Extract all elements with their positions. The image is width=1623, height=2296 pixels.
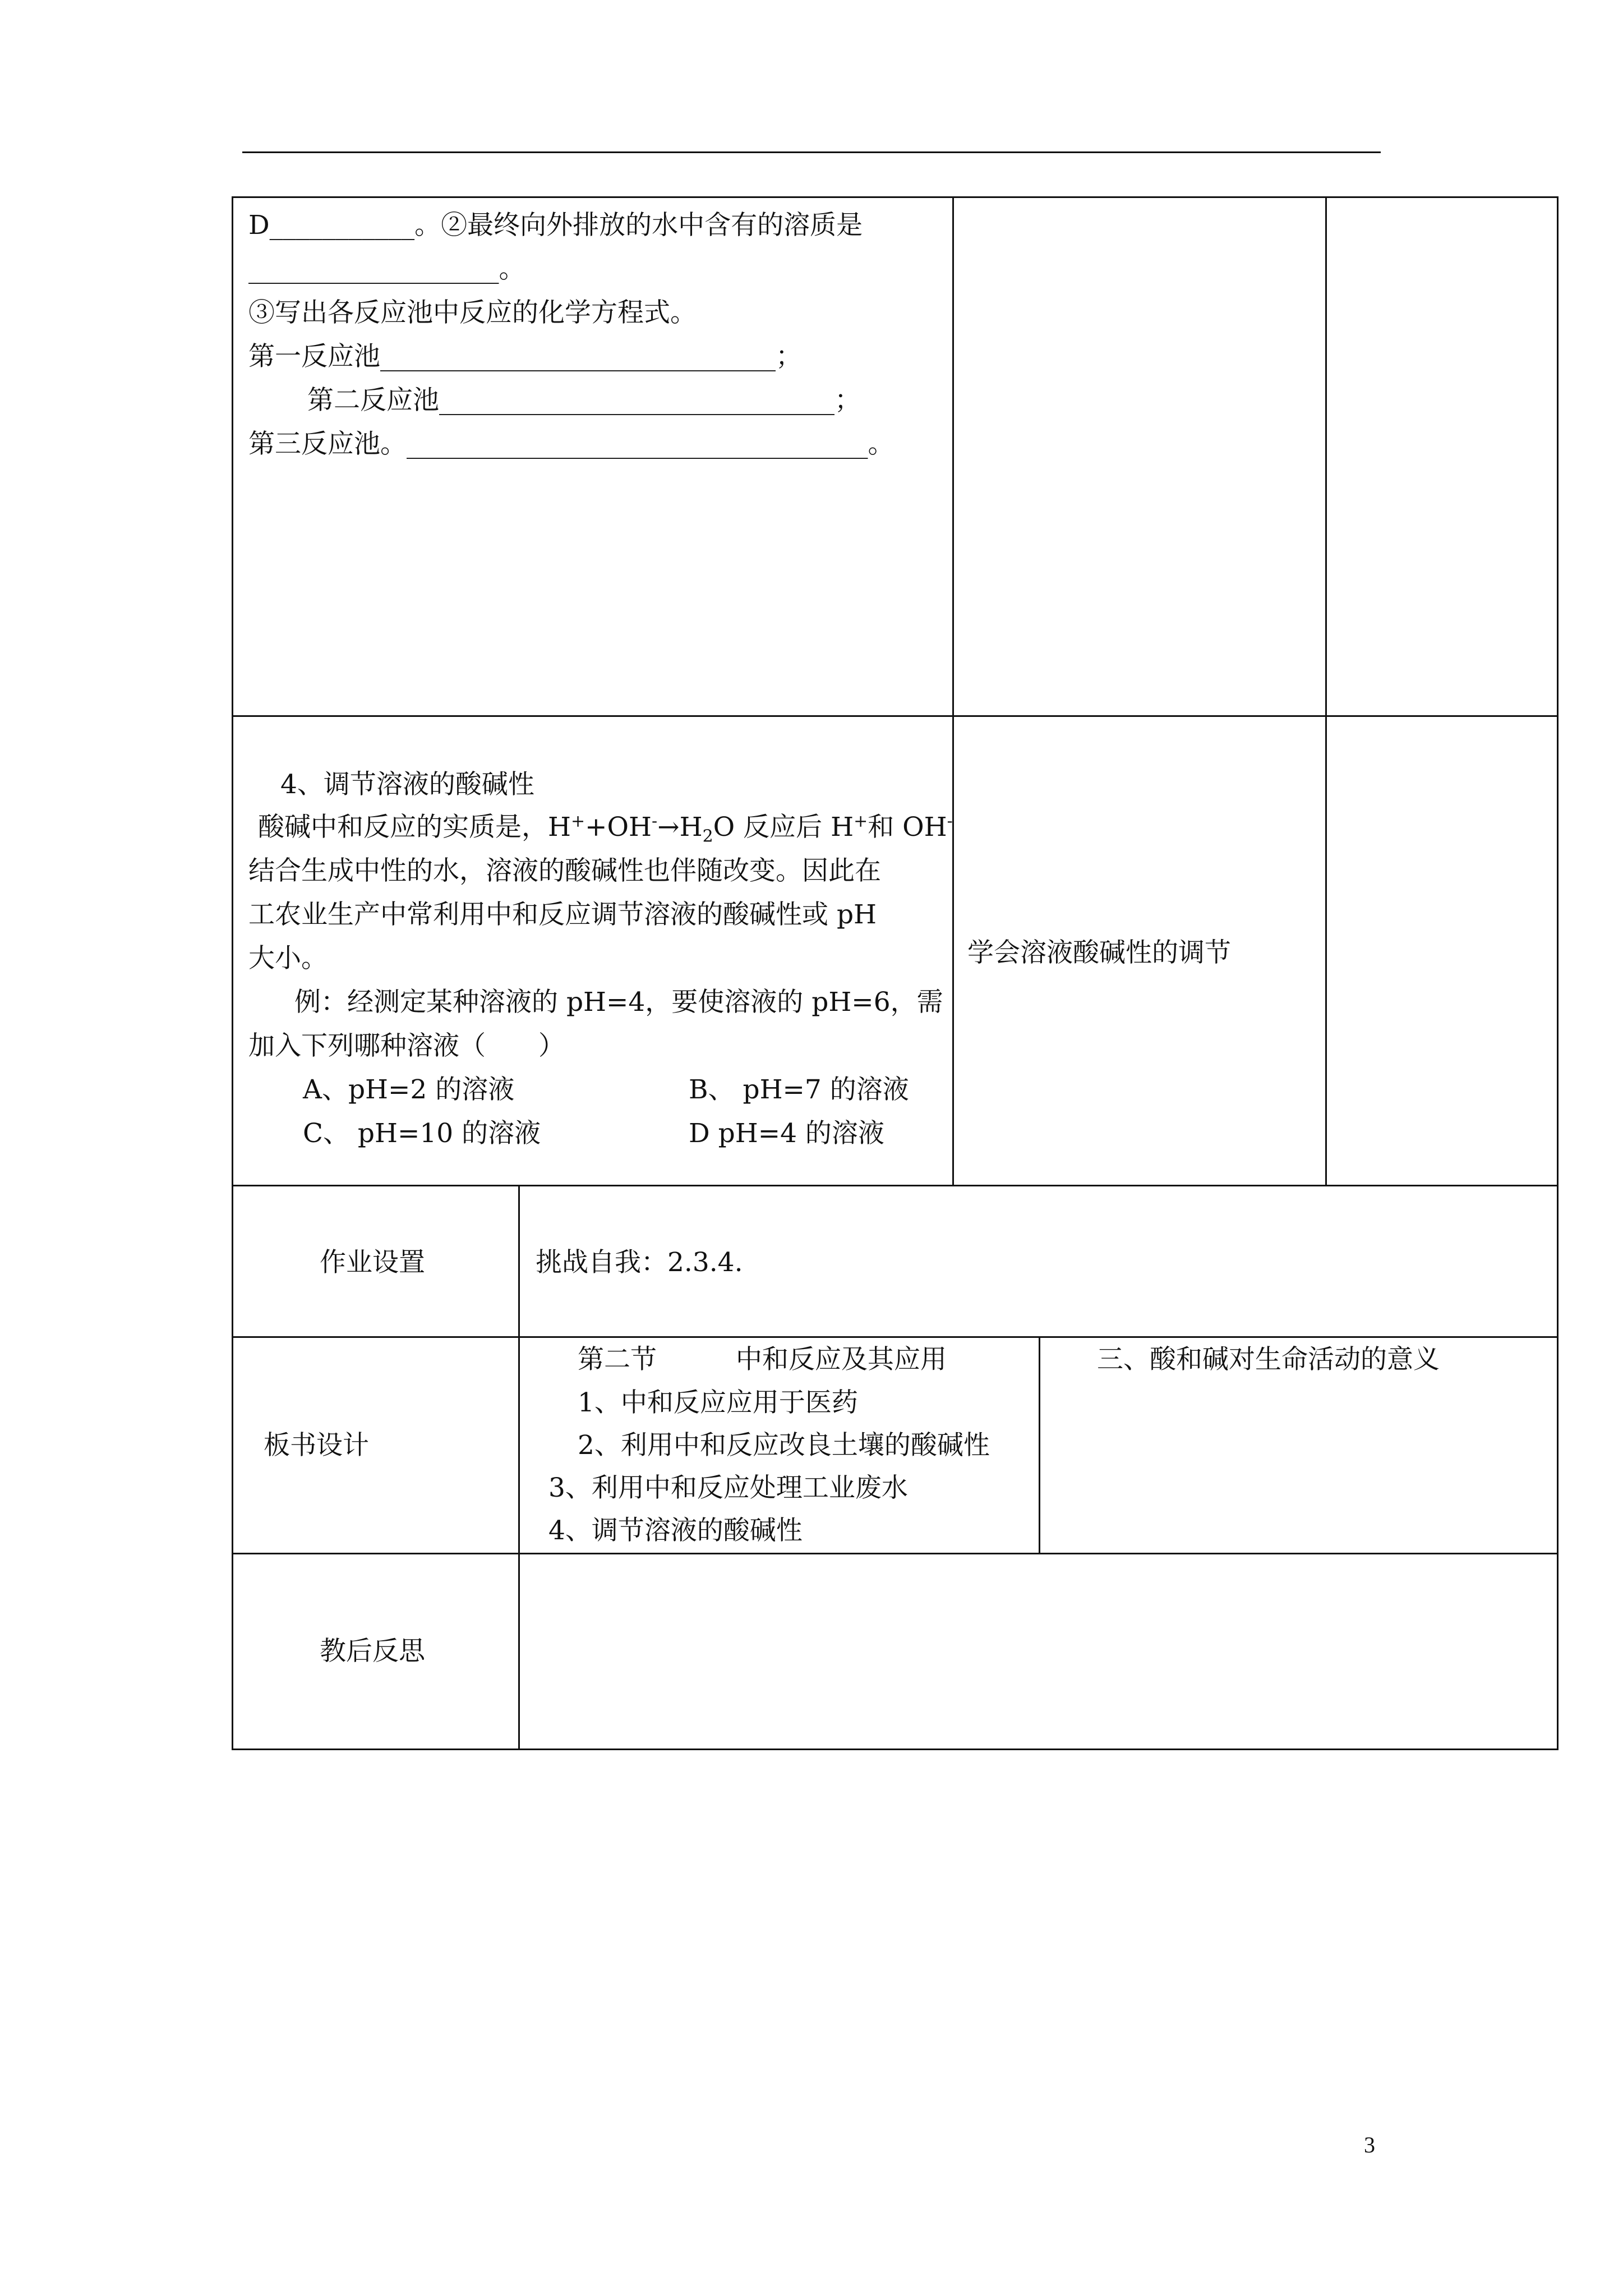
board-label: 板书设计 xyxy=(264,1430,369,1461)
option-c: C、 pH=10 的溶液 xyxy=(303,1118,541,1149)
example-line-2: 加入下列哪种溶液（ ） xyxy=(248,1030,565,1061)
homework-content: 挑战自我：2.3.4. xyxy=(536,1247,743,1278)
row1-line-3: ③写出各反应池中反应的化学方程式。 xyxy=(248,297,697,328)
reflection-label: 教后反思 xyxy=(320,1636,425,1667)
row1-bottom-border xyxy=(232,715,1559,717)
section-heading: 4、调节溶液的酸碱性 xyxy=(280,769,534,800)
board-inner-divider xyxy=(1039,1336,1040,1554)
board-item-2: 2、利用中和反应改良土壤的酸碱性 xyxy=(578,1430,990,1461)
row2-line-3: 工农业生产中常利用中和反应调节溶液的酸碱性或 pH xyxy=(248,899,877,930)
board-right-item: 三、酸和碱对生命活动的意义 xyxy=(1097,1344,1440,1375)
row1-line-2: ___________________。 xyxy=(248,254,525,284)
board-bottom-border xyxy=(232,1553,1559,1554)
row1-line-5: 第二反应池______________________________； xyxy=(307,385,861,416)
homework-label: 作业设置 xyxy=(320,1247,425,1278)
row2-line-2: 结合生成中性的水，溶液的酸碱性也伴随改变。因此在 xyxy=(248,855,881,886)
row1-line-4: 第一反应池______________________________； xyxy=(248,341,802,372)
table-right-border xyxy=(1557,196,1559,1750)
option-b: B、 pH=7 的溶液 xyxy=(689,1074,909,1105)
label-column-divider xyxy=(518,1185,520,1750)
table-bottom-border xyxy=(232,1749,1559,1750)
example-line-1: 例：经测定某种溶液的 pH=4，要使溶液的 pH=6，需 xyxy=(294,987,943,1018)
row2-bottom-border xyxy=(232,1185,1559,1186)
option-a: A、pH=2 的溶液 xyxy=(303,1074,515,1105)
option-d: D pH=4 的溶液 xyxy=(689,1118,884,1149)
column-divider-1 xyxy=(952,196,954,1186)
row2-line-1: 酸碱中和反应的实质是，$H^++OH^-\to H_2O$ 反应后 H+和 OH- xyxy=(258,811,953,846)
header-rule xyxy=(242,151,1381,153)
board-item-3: 3、利用中和反应处理工业废水 xyxy=(548,1473,908,1503)
row1-line-6: 第三反应池。___________________________________。 xyxy=(248,429,895,459)
row2-line-4: 大小。 xyxy=(248,943,328,974)
table-top-border xyxy=(232,196,1559,198)
learning-goal: 学会溶液酸碱性的调节 xyxy=(967,937,1231,968)
page-number: 3 xyxy=(1364,2132,1375,2157)
table-left-border xyxy=(232,196,233,1750)
row1-line-1: D___________。②最终向外排放的水中含有的溶质是 xyxy=(248,210,863,241)
board-item-1: 1、中和反应应用于医药 xyxy=(578,1387,858,1418)
board-section-title: 第二节 中和反应及其应用 xyxy=(578,1344,947,1375)
column-divider-2 xyxy=(1325,196,1327,1186)
board-item-4: 4、调节溶液的酸碱性 xyxy=(548,1515,803,1546)
